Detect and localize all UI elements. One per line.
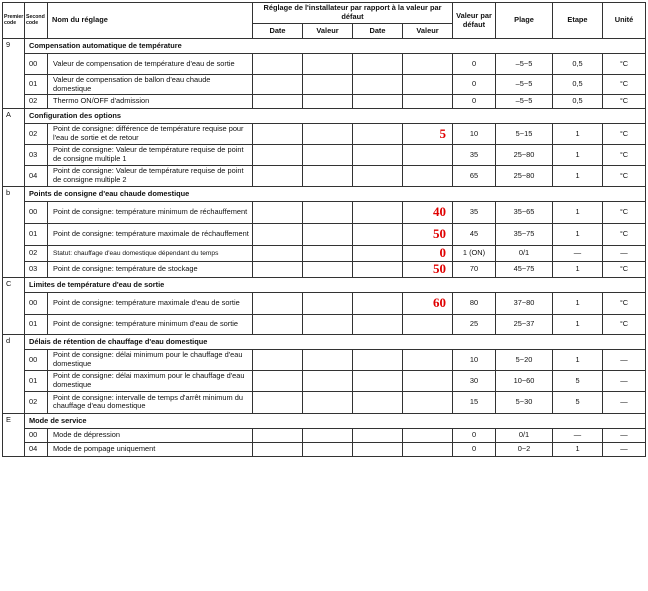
unit-cell: °C — [603, 124, 646, 145]
default-value-cell: 30 — [453, 370, 496, 391]
default-value-cell: 65 — [453, 166, 496, 187]
group-title: Compensation automatique de température — [25, 39, 646, 54]
table-row — [3, 95, 646, 109]
setting-name-cell: Mode de dépression — [48, 428, 253, 442]
default-value-cell: 0 — [453, 75, 496, 95]
step-cell: 0,5 — [553, 54, 603, 75]
installer-date-1-cell[interactable] — [253, 145, 303, 166]
table-row — [3, 246, 646, 262]
step-cell: — — [553, 246, 603, 262]
step-cell: 1 — [553, 442, 603, 456]
unit-cell: — — [603, 246, 646, 262]
header-value-2: Valeur — [403, 24, 453, 39]
range-cell: 45~75 — [496, 261, 553, 277]
installer-value-1-cell[interactable] — [303, 95, 353, 109]
group-code: b — [3, 187, 25, 278]
range-cell: 5~15 — [496, 124, 553, 145]
installer-value-1-cell[interactable] — [303, 124, 353, 145]
group-header-row — [3, 187, 646, 202]
setting-name-cell: Point de consigne: température de stockage — [48, 261, 253, 277]
settings-table-body — [3, 39, 646, 457]
second-code-cell: 02 — [25, 95, 48, 109]
second-code-cell: 00 — [25, 202, 48, 224]
unit-cell: °C — [603, 75, 646, 95]
header-default-value: Valeur par défaut — [453, 3, 496, 39]
second-code-cell: 00 — [25, 292, 48, 314]
table-row — [3, 261, 646, 277]
range-cell: 35~75 — [496, 224, 553, 246]
installer-value-1-cell[interactable] — [303, 261, 353, 277]
step-cell: 1 — [553, 292, 603, 314]
installer-value-2-cell[interactable] — [403, 442, 453, 456]
group-code: C — [3, 277, 25, 334]
default-value-cell: 0 — [453, 442, 496, 456]
unit-cell: — — [603, 391, 646, 413]
installer-value-2-cell[interactable] — [403, 370, 453, 391]
installer-date-1-cell[interactable] — [253, 261, 303, 277]
table-row — [3, 166, 646, 187]
unit-cell: °C — [603, 314, 646, 334]
default-value-cell: 0 — [453, 54, 496, 75]
installer-value-2-cell[interactable]: 0 — [403, 246, 453, 262]
second-code-cell: 03 — [25, 261, 48, 277]
second-code-cell: 04 — [25, 166, 48, 187]
installer-value-1-cell[interactable] — [303, 442, 353, 456]
table-row — [3, 314, 646, 334]
installer-value-2-cell[interactable] — [403, 349, 453, 370]
default-value-cell: 45 — [453, 224, 496, 246]
step-cell: 5 — [553, 370, 603, 391]
unit-cell: — — [603, 442, 646, 456]
setting-name-cell: Point de consigne: température maximale d'eau de sortie — [48, 292, 253, 314]
installer-date-2-cell[interactable] — [353, 224, 403, 246]
installer-date-2-cell[interactable] — [353, 314, 403, 334]
header-date-1: Date — [253, 24, 303, 39]
default-value-cell: 0 — [453, 428, 496, 442]
header-premier-code: Premier code — [3, 3, 25, 39]
setting-name-cell: Point de consigne: Valeur de température requise de point de consigne multiple 1 — [48, 145, 253, 166]
installer-date-2-cell[interactable] — [353, 95, 403, 109]
step-cell: — — [553, 428, 603, 442]
setting-name-cell: Point de consigne: température minimum d'eau de sortie — [48, 314, 253, 334]
group-header-row — [3, 39, 646, 54]
installer-value-2-cell[interactable]: 40 — [403, 202, 453, 224]
installer-date-1-cell[interactable] — [253, 224, 303, 246]
installer-date-2-cell[interactable] — [353, 391, 403, 413]
setting-name-cell: Point de consigne: délai minimum pour le chauffage d'eau domestique — [48, 349, 253, 370]
range-cell: 0/1 — [496, 246, 553, 262]
range-cell: 10~60 — [496, 370, 553, 391]
default-value-cell: 10 — [453, 124, 496, 145]
step-cell: 1 — [553, 314, 603, 334]
installer-value-2-cell[interactable] — [403, 314, 453, 334]
default-value-cell: 15 — [453, 391, 496, 413]
table-row — [3, 224, 646, 246]
default-value-cell: 0 — [453, 95, 496, 109]
setting-name-cell: Point de consigne: délai maximum pour le chauffage d'eau domestique — [48, 370, 253, 391]
setting-name-cell: Point de consigne: température minimum de réchauffement — [48, 202, 253, 224]
setting-name-cell: Valeur de compensation de température d'eau de sortie — [48, 54, 253, 75]
second-code-cell: 00 — [25, 54, 48, 75]
installer-value-2-cell[interactable]: 50 — [403, 224, 453, 246]
table-row — [3, 202, 646, 224]
table-row — [3, 370, 646, 391]
installer-value-2-cell[interactable]: 50 — [403, 261, 453, 277]
header-unit: Unité — [603, 3, 646, 39]
group-title: Points de consigne d'eau chaude domestique — [25, 187, 646, 202]
table-row — [3, 75, 646, 95]
installer-value-1-cell[interactable] — [303, 246, 353, 262]
installer-date-1-cell[interactable] — [253, 124, 303, 145]
installer-value-1-cell[interactable] — [303, 428, 353, 442]
installer-value-1-cell[interactable] — [303, 349, 353, 370]
table-row — [3, 292, 646, 314]
range-cell: 25~37 — [496, 314, 553, 334]
setting-name-cell: Mode de pompage uniquement — [48, 442, 253, 456]
default-value-cell: 10 — [453, 349, 496, 370]
table-row — [3, 145, 646, 166]
group-header-row — [3, 109, 646, 124]
installer-value-2-cell[interactable] — [403, 166, 453, 187]
group-title: Mode de service — [25, 413, 646, 428]
second-code-cell: 01 — [25, 75, 48, 95]
group-title: Configuration des options — [25, 109, 646, 124]
header-setting-name: Nom du réglage — [48, 3, 253, 39]
installer-date-2-cell[interactable] — [353, 428, 403, 442]
group-code: 9 — [3, 39, 25, 109]
installer-value-1-cell[interactable] — [303, 54, 353, 75]
installer-date-2-cell[interactable] — [353, 246, 403, 262]
installer-value-2-cell[interactable] — [403, 391, 453, 413]
default-value-cell: 80 — [453, 292, 496, 314]
unit-cell: — — [603, 349, 646, 370]
installer-value-1-cell[interactable] — [303, 145, 353, 166]
second-code-cell: 00 — [25, 349, 48, 370]
step-cell: 1 — [553, 202, 603, 224]
header-date-2: Date — [353, 24, 403, 39]
group-title: Limites de température d'eau de sortie — [25, 277, 646, 292]
installer-value-2-cell[interactable]: 60 — [403, 292, 453, 314]
default-value-cell: 70 — [453, 261, 496, 277]
second-code-cell: 00 — [25, 428, 48, 442]
installer-date-1-cell[interactable] — [253, 246, 303, 262]
installer-date-2-cell[interactable] — [353, 261, 403, 277]
header-value-1: Valeur — [303, 24, 353, 39]
installer-date-1-cell[interactable] — [253, 442, 303, 456]
group-code: E — [3, 413, 25, 456]
unit-cell: °C — [603, 224, 646, 246]
table-row — [3, 391, 646, 413]
second-code-cell: 01 — [25, 224, 48, 246]
installer-value-2-cell[interactable] — [403, 95, 453, 109]
range-cell: 5~30 — [496, 391, 553, 413]
installer-date-1-cell[interactable] — [253, 54, 303, 75]
unit-cell: — — [603, 428, 646, 442]
installer-date-2-cell[interactable] — [353, 75, 403, 95]
installer-value-1-cell[interactable] — [303, 75, 353, 95]
group-title: Délais de rétention de chauffage d'eau domestique — [25, 334, 646, 349]
unit-cell: — — [603, 370, 646, 391]
range-cell: 35~65 — [496, 202, 553, 224]
unit-cell: °C — [603, 202, 646, 224]
header-range: Plage — [496, 3, 553, 39]
setting-name-cell: Point de consigne: intervalle de temps d'arrêt minimum du chauffage d'eau domestique — [48, 391, 253, 413]
range-cell: 0/1 — [496, 428, 553, 442]
installer-date-2-cell[interactable] — [353, 202, 403, 224]
range-cell: 25~80 — [496, 166, 553, 187]
installer-date-1-cell[interactable] — [253, 370, 303, 391]
range-cell: 25~80 — [496, 145, 553, 166]
installer-date-2-cell[interactable] — [353, 145, 403, 166]
table-row — [3, 54, 646, 75]
settings-table-wrapper — [2, 2, 646, 457]
installer-date-2-cell[interactable] — [353, 370, 403, 391]
default-value-cell: 1 (ON) — [453, 246, 496, 262]
installer-date-1-cell[interactable] — [253, 391, 303, 413]
step-cell: 1 — [553, 349, 603, 370]
group-header-row — [3, 334, 646, 349]
second-code-cell: 02 — [25, 246, 48, 262]
range-cell: 0~2 — [496, 442, 553, 456]
installer-date-2-cell[interactable] — [353, 292, 403, 314]
installer-value-1-cell[interactable] — [303, 224, 353, 246]
table-row — [3, 428, 646, 442]
group-header-row — [3, 277, 646, 292]
step-cell: 1 — [553, 166, 603, 187]
table-row — [3, 124, 646, 145]
installer-date-1-cell[interactable] — [253, 428, 303, 442]
installer-date-1-cell[interactable] — [253, 166, 303, 187]
default-value-cell: 25 — [453, 314, 496, 334]
table-row — [3, 349, 646, 370]
step-cell: 1 — [553, 224, 603, 246]
installer-date-1-cell[interactable] — [253, 75, 303, 95]
installer-value-2-cell[interactable] — [403, 54, 453, 75]
group-code: d — [3, 334, 25, 413]
second-code-cell: 01 — [25, 314, 48, 334]
second-code-cell: 03 — [25, 145, 48, 166]
installer-date-1-cell[interactable] — [253, 202, 303, 224]
range-cell: –5~5 — [496, 54, 553, 75]
installer-date-2-cell[interactable] — [353, 349, 403, 370]
setting-name-cell: Thermo ON/OFF d'admission — [48, 95, 253, 109]
table-row — [3, 442, 646, 456]
range-cell: 37~80 — [496, 292, 553, 314]
setting-name-cell: Statut: chauffage d'eau domestique dépendant du temps — [48, 246, 253, 262]
step-cell: 1 — [553, 145, 603, 166]
unit-cell: °C — [603, 95, 646, 109]
installer-date-1-cell[interactable] — [253, 292, 303, 314]
settings-table — [2, 2, 646, 457]
installer-date-1-cell[interactable] — [253, 349, 303, 370]
step-cell: 1 — [553, 124, 603, 145]
second-code-cell: 01 — [25, 370, 48, 391]
installer-value-1-cell[interactable] — [303, 391, 353, 413]
second-code-cell: 02 — [25, 391, 48, 413]
range-cell: –5~5 — [496, 75, 553, 95]
installer-date-1-cell[interactable] — [253, 314, 303, 334]
unit-cell: °C — [603, 261, 646, 277]
installer-value-1-cell[interactable] — [303, 370, 353, 391]
group-header-row — [3, 413, 646, 428]
default-value-cell: 35 — [453, 202, 496, 224]
installer-date-2-cell[interactable] — [353, 442, 403, 456]
installer-date-2-cell[interactable] — [353, 166, 403, 187]
group-code: A — [3, 109, 25, 187]
unit-cell: °C — [603, 145, 646, 166]
header-second-code: Second code — [25, 3, 48, 39]
header-installer-setting: Réglage de l'installateur par rapport à la valeur par défaut — [253, 3, 453, 24]
installer-value-1-cell[interactable] — [303, 166, 353, 187]
step-cell: 1 — [553, 261, 603, 277]
unit-cell: °C — [603, 54, 646, 75]
installer-date-2-cell[interactable] — [353, 54, 403, 75]
installer-date-2-cell[interactable] — [353, 124, 403, 145]
installer-value-2-cell[interactable] — [403, 75, 453, 95]
installer-date-1-cell[interactable] — [253, 95, 303, 109]
step-cell: 5 — [553, 391, 603, 413]
header-step: Etape — [553, 3, 603, 39]
range-cell: 5~20 — [496, 349, 553, 370]
step-cell: 0,5 — [553, 75, 603, 95]
installer-value-2-cell[interactable] — [403, 145, 453, 166]
setting-name-cell: Point de consigne: différence de température requise pour l'eau de sortie et de retour — [48, 124, 253, 145]
step-cell: 0,5 — [553, 95, 603, 109]
installer-value-1-cell[interactable] — [303, 314, 353, 334]
second-code-cell: 04 — [25, 442, 48, 456]
default-value-cell: 35 — [453, 145, 496, 166]
unit-cell: °C — [603, 166, 646, 187]
second-code-cell: 02 — [25, 124, 48, 145]
setting-name-cell: Point de consigne: Valeur de température requise de point de consigne multiple 2 — [48, 166, 253, 187]
range-cell: –5~5 — [496, 95, 553, 109]
installer-value-2-cell[interactable] — [403, 428, 453, 442]
installer-value-1-cell[interactable] — [303, 202, 353, 224]
unit-cell: °C — [603, 292, 646, 314]
installer-value-2-cell[interactable]: 5 — [403, 124, 453, 145]
installer-value-1-cell[interactable] — [303, 292, 353, 314]
setting-name-cell: Point de consigne: température maximale de réchauffement — [48, 224, 253, 246]
setting-name-cell: Valeur de compensation de ballon d'eau chaude domestique — [48, 75, 253, 95]
